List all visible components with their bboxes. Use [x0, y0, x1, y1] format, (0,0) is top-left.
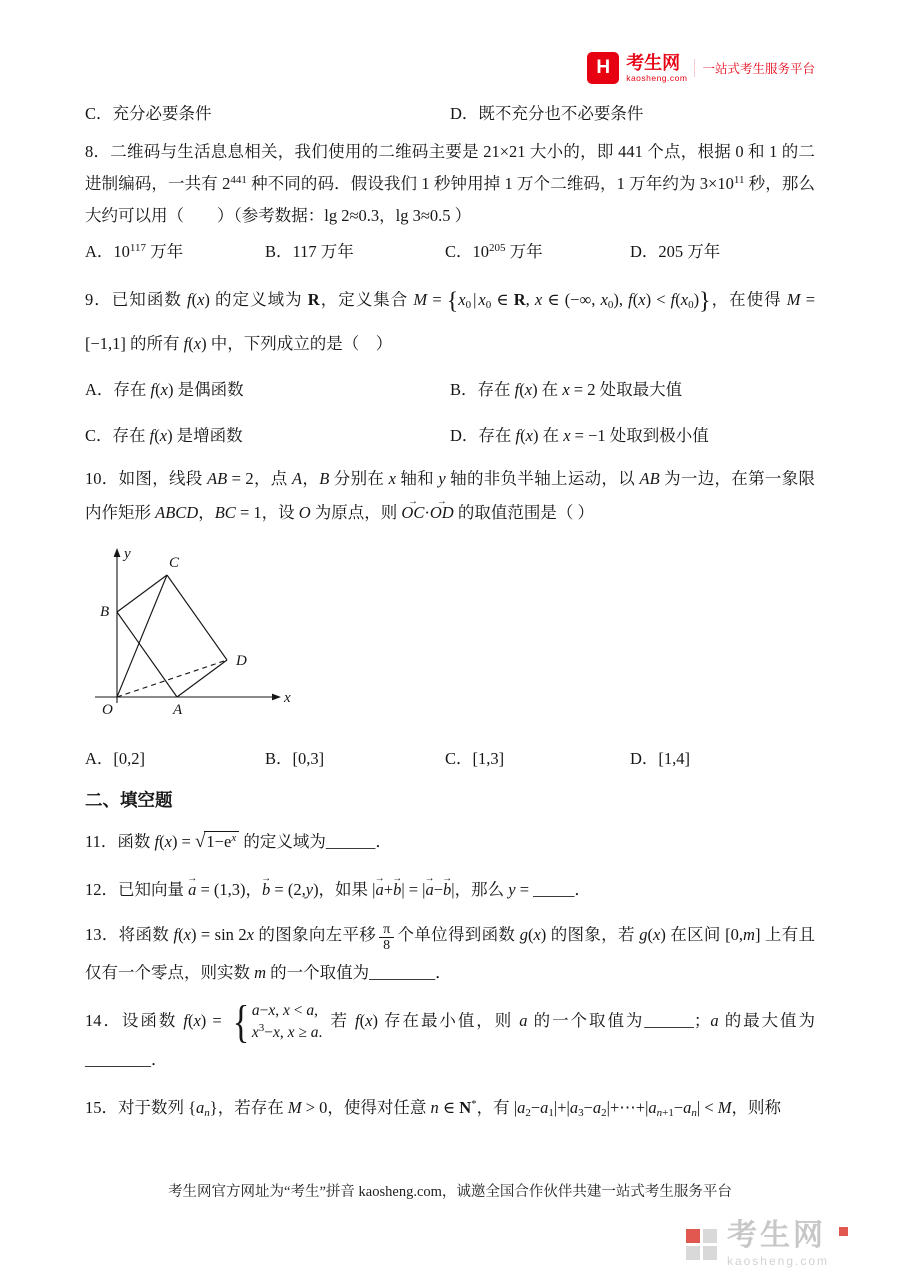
option-a: A．存在 f(x) 是偶函数: [85, 380, 244, 399]
option-d: D．存在 f(x) 在 x = −1 处取到极小值: [450, 426, 709, 445]
footer-text: 考生网官方网址为“考生”拼音 kaosheng.com，诚邀全国合作伙伴共建一站式考生服务平台: [168, 1184, 732, 1200]
option-b: B．存在 f(x) 在 x = 2 处取最大值: [450, 380, 683, 399]
kaosheng-logo-icon: [587, 52, 619, 84]
brand-domain: kaosheng.com: [626, 72, 688, 83]
question-9-options-row-2: [85, 422, 815, 446]
figure-label-x: x: [284, 690, 291, 706]
watermark-text: [727, 1221, 829, 1267]
question-8-text: 8．二维码与生活息息相关，我们使用的二维码主要是 21×21 大小的，即 441 个点，根据 0 和 1 的二进制编码，一共有 $2^{441}$ 种不同的码．假设我们 1 秒钟用掉 1 万个二维码，1 万年约为 $3\times 10^{11}$ 秒，那么大约可以用（ ）（参考数据：lg 2≈0.3，lg 3≈0.5 ）: [85, 142, 816, 225]
figure-label-a: A: [173, 702, 183, 718]
option-c: C．[1,3]: [445, 749, 505, 768]
figure-label-d: D: [236, 653, 247, 669]
figure-label-b: B: [100, 604, 110, 620]
option-d: D．[1,4]: [630, 749, 691, 768]
option-b: B．117 万年: [265, 242, 354, 261]
question-10-text: 10．如图，线段 AB = 2，点 A，B 分别在 x 轴和 y 轴的非负半轴上运动，以 AB 为一边，在第一象限内作矩形 ABCD，BC = 1，设 O 为原点，则 OC →·OD → 的取值范围是（ ）: [85, 462, 815, 530]
brand-text: [626, 54, 687, 83]
option-b: B．[0,3]: [265, 749, 325, 768]
figure-label-o: O: [102, 702, 113, 718]
option-c: C．$10^{205}$ 万年: [445, 242, 543, 261]
option-c: C．充分必要条件: [85, 104, 212, 123]
y-axis-arrow: [114, 548, 121, 557]
question-15-text: 15．对于数列 $\{a_n\}$，若存在 M > 0，使得对任意 n ∈ N*，有 $|a_2-a_1|+|a_3-a_2|+\cdots+|a_{n+1}-a_n| < M$，则称: [85, 1098, 782, 1119]
option-a: A．$10^{117}$ 万年: [85, 242, 184, 261]
header-logo: [587, 52, 815, 84]
option-d: D．205 万年: [630, 242, 721, 261]
option-c: C．存在 f(x) 是增函数: [85, 426, 243, 445]
figure-label-y: y: [124, 546, 131, 562]
question-10-figure: [87, 542, 299, 724]
question-8-options: [85, 238, 815, 262]
question-9-text: 9．已知函数 f(x) 的定义域为 R，定义集合 $M = \{x_0$ | $x_0$ ∈ R, x ∈ (−∞, $x_0$), $f(x) < f(x_0)$}，在使得 M = [−1,1] 的所有 f(x) 中，下列成立的是（ ）: [85, 288, 815, 353]
brand-name: 考生网: [626, 52, 681, 73]
question-12-text: 12．已知向量 a → = (1,3)，b → = (2,y)，如果 |a →+b →| = |a →−b →|，那么 y = _____．: [85, 874, 815, 906]
question-13-text: 13．将函数 f(x) = sin 2x 的图象向左平移 $\frac{\pi}{8}$ 个单位得到函数 g(x) 的图象，若 g(x) 在区间 [0,m] 上有且仅有一个零点，则实数 m 的一个取值为________．: [85, 921, 816, 982]
watermark-domain: kaosheng.com: [726, 1254, 829, 1268]
question-10-options: [85, 745, 815, 769]
x-axis-arrow: [272, 694, 281, 701]
brand-tagline: 一站式考生服务平台: [694, 59, 815, 77]
figure-label-c: C: [169, 555, 180, 571]
option-a: A．[0,2]: [85, 749, 146, 768]
question-11-text: 11．函数 $f(x) = √1-e^x$ 的定义域为______．: [85, 831, 392, 852]
option-d: D．既不充分也不必要条件: [450, 104, 644, 123]
question-9-options-row-1: [85, 376, 815, 400]
watermark-name: 考生网: [726, 1219, 826, 1252]
watermark-red-square: [839, 1227, 848, 1236]
question-14-text: 14．设函数 f(x) = { a−x, x < a, $x^3-x$, x ≥ a. 若 f(x) 存在最小值，则 a 的一个取值为______；a 的最大值为________．: [85, 996, 816, 1069]
kaosheng-watermark-icon: [686, 1229, 717, 1260]
question-10-figure-wrap: [87, 542, 815, 729]
section-title-fill-blanks: 二、填空题: [85, 790, 173, 810]
question-7-options: [85, 100, 815, 124]
watermark: [686, 1221, 848, 1267]
logo-letter: H: [596, 57, 611, 78]
